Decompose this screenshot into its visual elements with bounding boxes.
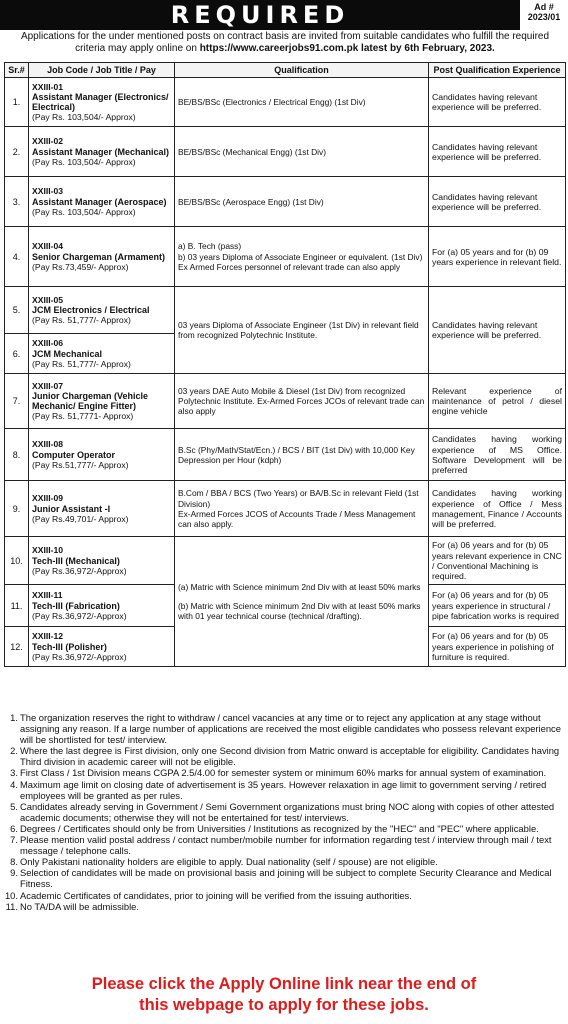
- list-item: 2. Where the last degree is First division, only one Second division from Matric onward is acceptable for eligibility. Candidates having Third division in academic career will not be eligible.: [10, 745, 560, 768]
- note-text: Please mention valid postal address / contact number/mobile number for information regarding test / interview through mail / text message / telephone calls.: [20, 834, 552, 857]
- qualification-cell: B.Sc (Phy/Math/Stat/Ecn.) / BCS / BIT (1st Div) with 10,000 Key Depression per Hour (kdph): [175, 429, 429, 481]
- job-cell: [29, 627, 175, 667]
- job-title: Assistant Manager (Electronics/ Electrical): [32, 92, 169, 113]
- qualification-cell: 03 years Diploma of Associate Engineer (1st Div) in relevant field from recognized Polytechnic Institute.: [175, 287, 429, 374]
- job-pay: (Pay Rs. 51,7771- Approx): [32, 411, 134, 422]
- job-code: XXIII-12: [32, 631, 64, 642]
- header-bar: [0, 0, 568, 30]
- job-title: Junior Assistant -I: [32, 503, 111, 514]
- job-pay: (Pay Rs. 103,504/- Approx): [32, 206, 136, 217]
- qualification-cell: [175, 537, 429, 667]
- list-item: 6. Degrees / Certificates should only be from Universities / Institutions as recognized by the "HEC" and "PEC" where applicable.: [10, 822, 539, 834]
- jobs-table: [4, 62, 566, 667]
- job-cell: [29, 287, 175, 334]
- note-text: Maximum age limit on closing date of advertisement is 35 years. However relaxation in age limit to government serving / retired employees will be granted as per rules.: [20, 778, 547, 801]
- qualification-note: Ex Armed Forces personnel of relevant trade can also apply: [178, 261, 401, 272]
- table-row: [5, 227, 566, 287]
- header-qualification: Qualification: [175, 63, 429, 78]
- job-pay: (Pay Rs.36,972/-Approx): [32, 565, 127, 576]
- job-cell: [29, 227, 175, 287]
- job-code: XXIII-04: [32, 241, 64, 252]
- job-pay: (Pay Rs. 51,777/- Approx): [32, 358, 131, 369]
- job-cell: [29, 481, 175, 537]
- header-job: Job Code / Job Title / Pay: [29, 63, 175, 78]
- apply-notice-line1: Please click the Apply Online link near the end of: [91, 975, 477, 993]
- job-code: XXIII-07: [32, 380, 64, 391]
- qualification-cell: BE/BS/BSc (Electronics / Electrical Engg) (1st Div): [175, 78, 429, 127]
- job-code: XXIII-03: [32, 186, 64, 197]
- row-sr: 9.: [5, 481, 29, 537]
- qualification-degree: B.Com / BBA / BCS (Two Years) or BA/B.Sc in relevant Field (1st Division): [178, 488, 419, 509]
- table-row: [5, 78, 566, 127]
- job-title: Tech-III (Mechanical): [32, 555, 120, 566]
- note-text: The organization reserves the right to withdraw / cancel vacancies at any time or to reject any application at any stage without assigning any reason. If a large number of applications are received the most eligible candidates who possess relevant experience will be shortlisted for test/ interview.: [20, 712, 561, 746]
- row-sr: 12.: [5, 627, 29, 667]
- note-text: No TA/DA will be admissible.: [20, 900, 139, 912]
- experience-cell: For (a) 06 years and for (b) 05 years relevant experience in CNC / Conventional Machining is required.: [429, 537, 566, 585]
- table-row: [5, 287, 566, 334]
- experience-cell: Candidates having relevant experience will be preferred.: [429, 78, 566, 127]
- note-text: Only Pakistani nationality holders are eligible to apply. Dual nationality (self / spouse) are not eligible.: [20, 856, 438, 868]
- deadline-text: latest by 6th February, 2023.: [361, 43, 495, 54]
- row-sr: 2.: [5, 127, 29, 177]
- job-cell: [29, 537, 175, 585]
- experience-cell: Candidates having working experience of Office / Mess management, Finance / Accounts will be preferred.: [429, 481, 566, 537]
- qualification-option-b: b) 03 years Diploma of Associate Engineer or equivalent. (1st Div): [178, 251, 423, 262]
- job-title: Tech-III (Polisher): [32, 641, 107, 652]
- job-pay: (Pay Rs.51,777/- Approx): [32, 459, 129, 470]
- header-sr: Sr.#: [5, 63, 29, 78]
- job-pay: (Pay Rs.73,459/- Approx): [32, 261, 129, 272]
- table-row: [5, 537, 566, 585]
- qualification-note: Ex-Armed Forces JCOS of Accounts Trade / Mess Management can also apply.: [178, 508, 416, 529]
- list-item: 7. Please mention valid postal address / contact number/mobile number for information regarding test / interview through mail / text message / telephone calls.: [10, 834, 552, 857]
- job-cell: [29, 78, 175, 127]
- job-code: XXIII-02: [32, 136, 64, 147]
- job-cell: [29, 127, 175, 177]
- job-code: XXIII-06: [32, 338, 64, 349]
- table-row: [5, 177, 566, 227]
- note-text: First Class / 1st Division means CGPA 2.5/4.00 for semester system or minimum 60% marks for annual system of examination.: [20, 767, 547, 779]
- table-row: [5, 127, 566, 177]
- experience-cell: For (a) 06 years and for (b) 05 years experience in structural / pipe fabrication works is required: [429, 585, 566, 627]
- list-item: 11. No TA/DA will be admissible.: [5, 900, 139, 912]
- header-experience: Post Qualification Experience: [429, 63, 566, 78]
- qualification-cell: 03 years DAE Auto Mobile & Diesel (1st Div) from recognized Polytechnic Institute. Ex-Armed Forces JCOs of relevant trade can also apply: [175, 374, 429, 429]
- job-title: Senior Chargeman (Armament): [32, 251, 166, 262]
- experience-cell: Candidates having relevant experience will be preferred.: [429, 177, 566, 227]
- qualification-option-b: (b) Matric with Science minimum 2nd Div with at least 50% marks with 01 year technical course (technical /drafting).: [178, 600, 421, 621]
- job-title: JCM Mechanical: [32, 348, 103, 359]
- row-sr: 8.: [5, 429, 29, 481]
- row-sr: 7.: [5, 374, 29, 429]
- list-item: 9. Selection of candidates will be made on provisional basis and joining will be subject to complete Security Clearance and Medical Fitness.: [10, 867, 552, 890]
- job-code: XXIII-09: [32, 493, 64, 504]
- row-sr: 10.: [5, 537, 29, 585]
- ad-number: Ad # 2023/01: [527, 2, 561, 22]
- job-cell: [29, 334, 175, 374]
- job-code: XXIII-05: [32, 294, 64, 305]
- qualification-cell: [175, 227, 429, 287]
- terms-list: [4, 712, 564, 912]
- note-text: Candidates already serving in Government / Semi Government organizations must bring NOC along with copies of other attested academic documents; otherwise they will not be entertained for test/ interviews.: [20, 800, 555, 823]
- list-item: 4. Maximum age limit on closing date of advertisement is 35 years. However relaxation in age limit to government serving / retired employees will be granted as per rules.: [10, 778, 547, 801]
- job-pay: (Pay Rs.49,701/- Approx): [32, 513, 129, 524]
- table-row: [5, 481, 566, 537]
- row-sr: 1.: [5, 78, 29, 127]
- job-cell: [29, 429, 175, 481]
- job-code: XXIII-10: [32, 545, 64, 556]
- experience-cell: For (a) 05 years and for (b) 09 years experience in relevant field.: [429, 227, 566, 287]
- table-header-row: [5, 63, 566, 78]
- intro-paragraph: [6, 31, 564, 55]
- note-text: Where the last degree is First division, only one Second division from Matric onward is acceptable for eligibility. Candidates having Third division in academic career will not be eligible.: [20, 745, 560, 768]
- table-row: [5, 374, 566, 429]
- job-cell: [29, 585, 175, 627]
- note-text: Academic Certificates of candidates, prior to joining will be verified from the issuing authorities.: [20, 889, 412, 901]
- apply-url-link[interactable]: https://www.careerjobs91.com.pk: [199, 43, 359, 54]
- job-title: Tech-III (Fabrication): [32, 600, 120, 611]
- job-title: Assistant Manager (Mechanical): [32, 146, 170, 157]
- experience-cell: Relevant experience of maintenance of petrol / diesel engine vehicle: [429, 374, 566, 429]
- list-item: 8. Only Pakistani nationality holders are eligible to apply. Dual nationality (self / spouse) are not eligible.: [10, 856, 438, 868]
- apply-notice-line2: this webpage to apply for these jobs.: [139, 996, 429, 1014]
- note-text: Selection of candidates will be made on provisional basis and joining will be subject to complete Security Clearance and Medical Fitness.: [20, 867, 552, 890]
- qualification-option-a: (a) Matric with Science minimum 2nd Div with at least 50% marks: [178, 582, 421, 593]
- note-text: Degrees / Certificates should only be from Universities / Institutions as recognized by the "HEC" and "PEC" where applicable.: [20, 822, 539, 834]
- row-sr: 5.: [5, 287, 29, 334]
- qualification-cell: BE/BS/BSc (Aerospace Engg) (1st Div): [175, 177, 429, 227]
- job-code: XXIII-08: [32, 439, 64, 450]
- job-cell: [29, 374, 175, 429]
- job-title: Computer Operator: [32, 449, 116, 460]
- job-title: JCM Electronics / Electrical: [32, 305, 150, 316]
- experience-cell: Candidates having relevant experience will be preferred.: [429, 127, 566, 177]
- qualification-cell: [175, 481, 429, 537]
- list-item: 1. The organization reserves the right to withdraw / cancel vacancies at any time or to reject any application at any stage without assigning any reason. If a large number of applications are received the most eligible candidates who possess relevant experience will be shortlisted for test/ interview.: [10, 712, 561, 746]
- row-sr: 3.: [5, 177, 29, 227]
- job-code: XXIII-01: [32, 81, 64, 92]
- list-item: 10. Academic Certificates of candidates, prior to joining will be verified from the issuing authorities.: [4, 889, 412, 901]
- job-cell: [29, 177, 175, 227]
- job-pay: (Pay Rs. 51,777/- Approx): [32, 315, 131, 326]
- experience-cell: Candidates having relevant experience will be preferred.: [429, 287, 566, 374]
- job-pay: (Pay Rs.36,972/-Approx): [32, 651, 127, 662]
- job-title: Assistant Manager (Aerospace): [32, 196, 167, 207]
- experience-cell: Candidates having working experience of MS Office. Software Development will be preferred: [429, 429, 566, 481]
- row-sr: 11.: [5, 585, 29, 627]
- row-sr: 4.: [5, 227, 29, 287]
- qualification-option-a: a) B. Tech (pass): [178, 241, 242, 252]
- intro-text: Applications for the under mentioned posts on contract basis are invited from suitable candidates who fulfill the required criteria may apply online on: [20, 31, 550, 54]
- job-pay: (Pay Rs. 103,504/- Approx): [32, 112, 136, 123]
- table-row: [5, 429, 566, 481]
- list-item: 5. Candidates already serving in Government / Semi Government organizations must bring NOC along with copies of other attested academic documents; otherwise they will not be entertained for test/ interviews.: [10, 800, 555, 823]
- job-code: XXIII-11: [32, 590, 63, 601]
- experience-cell: For (a) 06 years and for (b) 05 years experience in polishing of furniture is required.: [429, 627, 566, 667]
- qualification-cell: BE/BS/BSc (Mechanical Engg) (1st Div): [175, 127, 429, 177]
- job-pay: (Pay Rs. 103,504/- Approx): [32, 156, 136, 167]
- job-title: Junior Chargeman (Vehicle Mechanic/ Engine Fitter): [32, 391, 149, 412]
- job-pay: (Pay Rs.36,972/-Approx): [32, 610, 127, 621]
- apply-online-notice: [0, 974, 568, 1016]
- row-sr: 6.: [5, 334, 29, 374]
- page-title: REQUIRED: [170, 1, 350, 29]
- list-item: 3. First Class / 1st Division means CGPA 2.5/4.00 for semester system or minimum 60% marks for annual system of examination.: [10, 767, 547, 779]
